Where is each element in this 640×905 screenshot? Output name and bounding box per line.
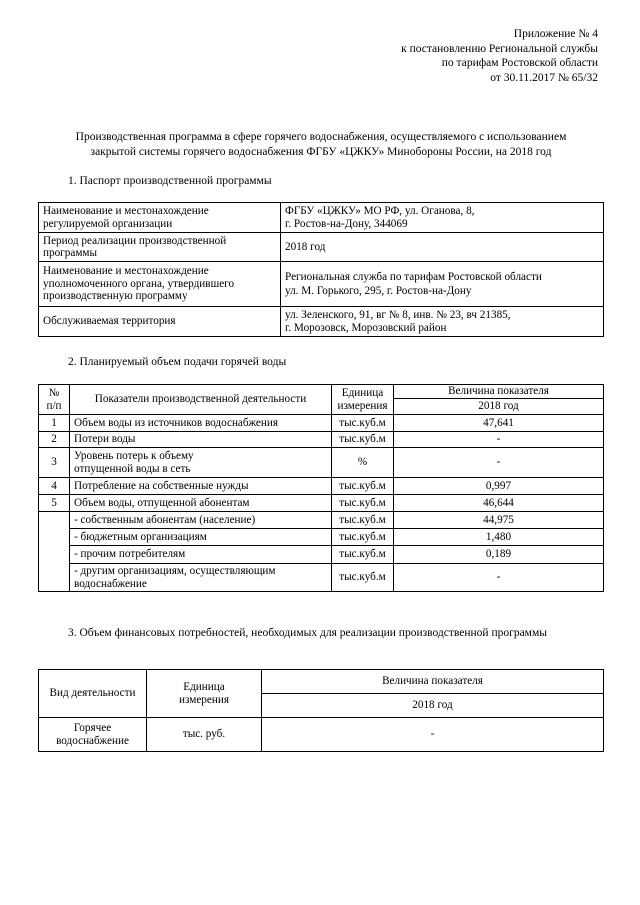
row-unit: тыс.куб.м [332, 546, 394, 564]
row-value: - [394, 448, 604, 478]
row-unit: тыс.куб.м [332, 415, 394, 432]
row-value: 0,189 [394, 546, 604, 564]
table-row [39, 495, 604, 512]
row-activity-line: водоснабжение [56, 734, 129, 747]
passport-label [39, 262, 281, 307]
row-name: - бюджетным организациям [70, 529, 332, 546]
row-value: 0,997 [394, 478, 604, 495]
row-name [70, 448, 332, 478]
passport-label [39, 233, 281, 262]
passport-value-line: ул. М. Горького, 295, г. Ростов-на-Дону [285, 285, 472, 297]
row-value: 44,975 [394, 512, 604, 529]
row-name-line: отпущенной воды в сеть [74, 462, 191, 475]
row-name: Потребление на собственные нужды [70, 478, 332, 495]
passport-label [39, 203, 281, 233]
header-year: 2018 год [262, 694, 604, 718]
table-row [39, 448, 604, 478]
passport-value-line: ул. Зеленского, 91, вг № 8, инв. № 23, вч 21385, [285, 309, 511, 321]
header-unit [147, 670, 262, 718]
row-name-line: водоснабжение [74, 577, 147, 590]
passport-value-line: г. Ростов-на-Дону, 344069 [285, 217, 408, 230]
table-subrow [39, 546, 604, 564]
row-unit: тыс. руб. [147, 718, 262, 752]
table-row [39, 718, 604, 752]
header-num-line: № [48, 387, 60, 399]
passport-value [281, 262, 604, 307]
document-title [38, 130, 604, 159]
row-num: 1 [39, 415, 70, 432]
row-unit: тыс.куб.м [332, 432, 394, 448]
header-unit-line: Единица [183, 681, 225, 693]
row-unit: тыс.куб.м [332, 495, 394, 512]
header-activity: Вид деятельности [39, 670, 147, 718]
header-unit-line: измерения [179, 693, 229, 706]
row-num: 2 [39, 432, 70, 448]
passport-label-line: производственную программу [43, 290, 188, 303]
passport-row [39, 203, 604, 233]
passport-value-line: ФГБУ «ЦЖКУ» МО РФ, ул. Оганова, 8, [285, 205, 475, 217]
header-unit-line: измерения [337, 399, 388, 412]
row-value: 1,480 [394, 529, 604, 546]
passport-label-line: Период реализации производственной [43, 234, 227, 247]
table-row [39, 478, 604, 495]
appendix-block [401, 27, 598, 85]
section1-heading: 1. Паспорт производственной программы [68, 175, 272, 187]
row-unit: тыс.куб.м [332, 564, 394, 592]
row-value: 46,644 [394, 495, 604, 512]
row-name [70, 564, 332, 592]
passport-label-line: регулируемой организации [43, 217, 173, 230]
row-name: - прочим потребителям [70, 546, 332, 564]
row-value: - [394, 432, 604, 448]
row-num: 4 [39, 478, 70, 495]
appendix-line-3: по тарифам Ростовской области [441, 57, 598, 69]
passport-label-line: Наименование и местонахождение [43, 205, 209, 217]
passport-value: 2018 год [281, 233, 604, 262]
financial-table [38, 669, 604, 752]
row-value: - [394, 564, 604, 592]
row-name-line: Уровень потерь к объему [74, 450, 194, 462]
passport-value-line: г. Морозовск, Морозовский район [285, 321, 447, 334]
table-header-row [39, 385, 604, 399]
row-num-empty [39, 512, 70, 592]
header-year: 2018 год [394, 399, 604, 415]
header-indicator: Показатели производственной деятельности [70, 385, 332, 415]
appendix-line-4: от 30.11.2017 № 65/32 [490, 71, 598, 84]
document-title-line-2: закрытой системы горячего водоснабжения ФГБУ «ЦЖКУ» Минобороны России, на 2018 год [90, 145, 552, 158]
table-row [39, 432, 604, 448]
section3-heading [38, 626, 604, 641]
row-value: - [262, 718, 604, 752]
row-activity-line: Горячее [73, 722, 112, 734]
table-row [39, 415, 604, 432]
row-num: 3 [39, 448, 70, 478]
table-subrow [39, 512, 604, 529]
row-name: Объем воды из источников водоснабжения [70, 415, 332, 432]
appendix-line-1: Приложение № 4 [513, 28, 598, 40]
row-unit: тыс.куб.м [332, 512, 394, 529]
appendix-line-2: к постановлению Региональной службы [401, 42, 598, 55]
row-unit: % [332, 448, 394, 478]
row-name: Потери воды [70, 432, 332, 448]
passport-row [39, 307, 604, 337]
passport-value-line: Региональная служба по тарифам Ростовской области [285, 270, 542, 283]
header-value: Величина показателя [394, 385, 604, 399]
header-unit [332, 385, 394, 415]
passport-label: Обслуживаемая территория [39, 307, 281, 337]
header-num [39, 385, 70, 415]
table-subrow [39, 529, 604, 546]
row-num: 5 [39, 495, 70, 512]
passport-label-line: программы [43, 247, 97, 259]
row-name: - собственным абонентам (население) [70, 512, 332, 529]
passport-value [281, 307, 604, 337]
row-activity [39, 718, 147, 752]
row-name: Объем воды, отпущенной абонентам [70, 495, 332, 512]
section3-heading-text: 3. Объем финансовых потребностей, необходимых для реализации производственной программы [68, 627, 547, 639]
passport-row [39, 262, 604, 307]
passport-label-line: уполномоченного органа, утвердившего [43, 277, 235, 290]
row-name-line: - другим организациям, осуществляющим [74, 565, 276, 577]
passport-label-line: Наименование и местонахождение [43, 265, 209, 278]
row-value: 47,641 [394, 415, 604, 432]
header-num-line: п/п [46, 399, 62, 412]
passport-table [38, 202, 604, 337]
table-subrow [39, 564, 604, 592]
section2-heading: 2. Планируемый объем подачи горячей воды [68, 356, 287, 368]
table-header-row [39, 670, 604, 694]
row-unit: тыс.куб.м [332, 478, 394, 495]
passport-value [281, 203, 604, 233]
header-unit-line: Единица [341, 387, 384, 399]
water-volume-table [38, 384, 604, 592]
header-value: Величина показателя [262, 670, 604, 694]
row-unit: тыс.куб.м [332, 529, 394, 546]
passport-row [39, 233, 604, 262]
document-title-line-1: Производственная программа в сфере горячего водоснабжения, осуществляемого с использованием [75, 131, 567, 143]
